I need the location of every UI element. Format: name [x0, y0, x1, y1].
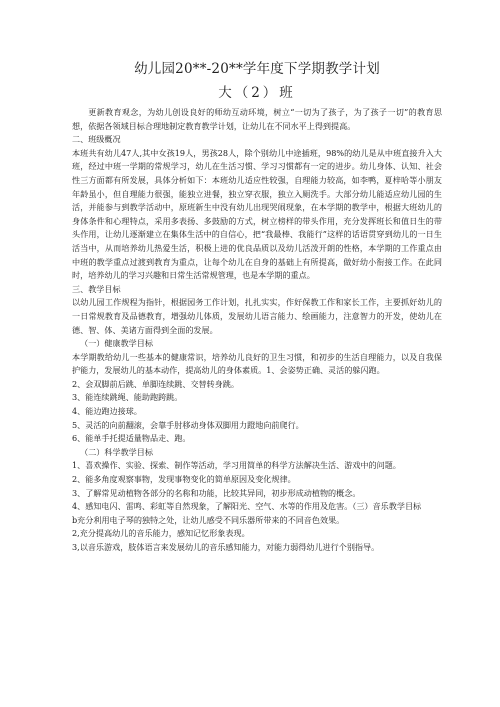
list-item: 5、灵活的向前翻滚，会靠手肘移动身体双脚用力蹬地向前爬行。 — [72, 419, 304, 430]
class-name: 大（2）班 — [218, 85, 296, 101]
health-goals-paragraph: 本学期教给幼儿一些基本的健康常识，培养幼儿良好的卫生习惯，和初步的生活自理能力，以及自我保护能力，发展幼儿的基本动作，提高幼儿的身体素质。1、会姿势正确、灵活的躲闪跑。 — [72, 351, 442, 376]
list-item: 3,以音乐游戏，肢体语言来发展幼儿的音乐感知能力，对能力弱得幼儿进行个别指导。 — [72, 542, 380, 552]
class-overview-paragraph: 本班共有幼儿47人,其中女孩19人，男孩28人，除个别幼儿中途插班，98%的幼儿是从中班直接升入大班，经过中班一学期的常规学习，幼儿在生活习惯、学习习惯都有一定的进步。幼儿身体、认知、社会性三方面都有所发展，具体分析如下：本班幼儿适应性较强，自理能力较高，如李鸭，夏梓哈等小朋友年龄虽小，但自理能力很强，能独立进餐，独立穿衣服，独立入厕洗手。大部分幼儿能适应幼儿园的生活，并能参与到教学活动中，原班新生中没有幼儿出现哭闹现象，在本学期的教学中，根据大班幼儿的身体条件和心理特点，采用多表扬、多鼓励的方式，树立榜样的带头作用，充分发挥班长和值日生的带头作用，让幼儿逐渐建立在集体生活中的自信心，把“我最棒、我能行”这样的话语贯穿到幼儿的一日生活当中，从而培养幼儿热爱生活，积极上进的优良品质以及幼儿活泼开朗的性格，本学期的工作重点由中班的教学重点过渡到教育为重点，让每个幼儿在自身的基础上有所提高，做好幼小衔接工作。在此同时，培养幼儿的学习兴趣和日常生活常规管理，也是本学期的重点。 — [72, 147, 442, 281]
intro-paragraph: 更新教育观念，为幼儿创设良好的师幼互动环境，树立“一切为了孩子，为了孩子一切”的教育思想，依据各领域目标合理地制定教育教学计划，让幼儿在不同水平上得到提高。 — [72, 107, 442, 131]
list-item: 2、能多角度观察事物，发现事物变化的简单原因及变化规律。 — [72, 474, 296, 485]
section-heading-class-overview: 二、班级概况 — [72, 134, 121, 145]
list-item: 4、能边跑边接球。 — [72, 406, 142, 417]
list-item: 4、感知电闪、雷鸣、彩虹等自然现象，了解阳光、空气、水等的作用及危害。（三）音乐教学目标 — [72, 501, 422, 512]
section-heading-teaching-goals: 三、教学目标 — [72, 283, 121, 294]
list-item: 3、了解常见动植物各部分的名称和功能，比较其异同，初步形成动植物的概念。 — [72, 487, 361, 498]
list-item: 1、喜欢操作、实验、探索、制作等活动，学习用简单的科学方法解决生活、游戏中的问题。 — [72, 460, 401, 471]
subheading-science-goals: （二）科学教学目标 — [80, 446, 153, 457]
teaching-goals-paragraph: 以幼儿园工作规程为指针，根据园务工作计划，扎扎实实，作好保教工作和家长工作，主要抓好幼儿的一日常规教育及品德教育，增强幼儿体质，发展幼儿语言能力、绘画能力，注意智力的开发，使幼儿在德、智、体、美诸方面得到全面的发展。 — [72, 297, 442, 335]
list-item: b充分利用电子琴的独特之处，让幼儿感受不同乐器所带来的不同音色效果。 — [72, 514, 345, 525]
list-item: 3、能连续跳绳、能助跑跨跳。 — [72, 392, 183, 403]
list-item: 2,充分提高幼儿的音乐能力，感知记忆形象表现。 — [72, 528, 250, 539]
subheading-health-goals: （一）健康教学目标 — [80, 338, 153, 349]
list-item: 2、会双脚前后跳、单脚连续跳、交替转身跳。 — [72, 378, 240, 389]
document-title: 幼儿园20**-20**学年度下学期教学计划 — [134, 61, 380, 77]
list-item: 6、能单手托提适量物品走、跑。 — [72, 433, 191, 444]
